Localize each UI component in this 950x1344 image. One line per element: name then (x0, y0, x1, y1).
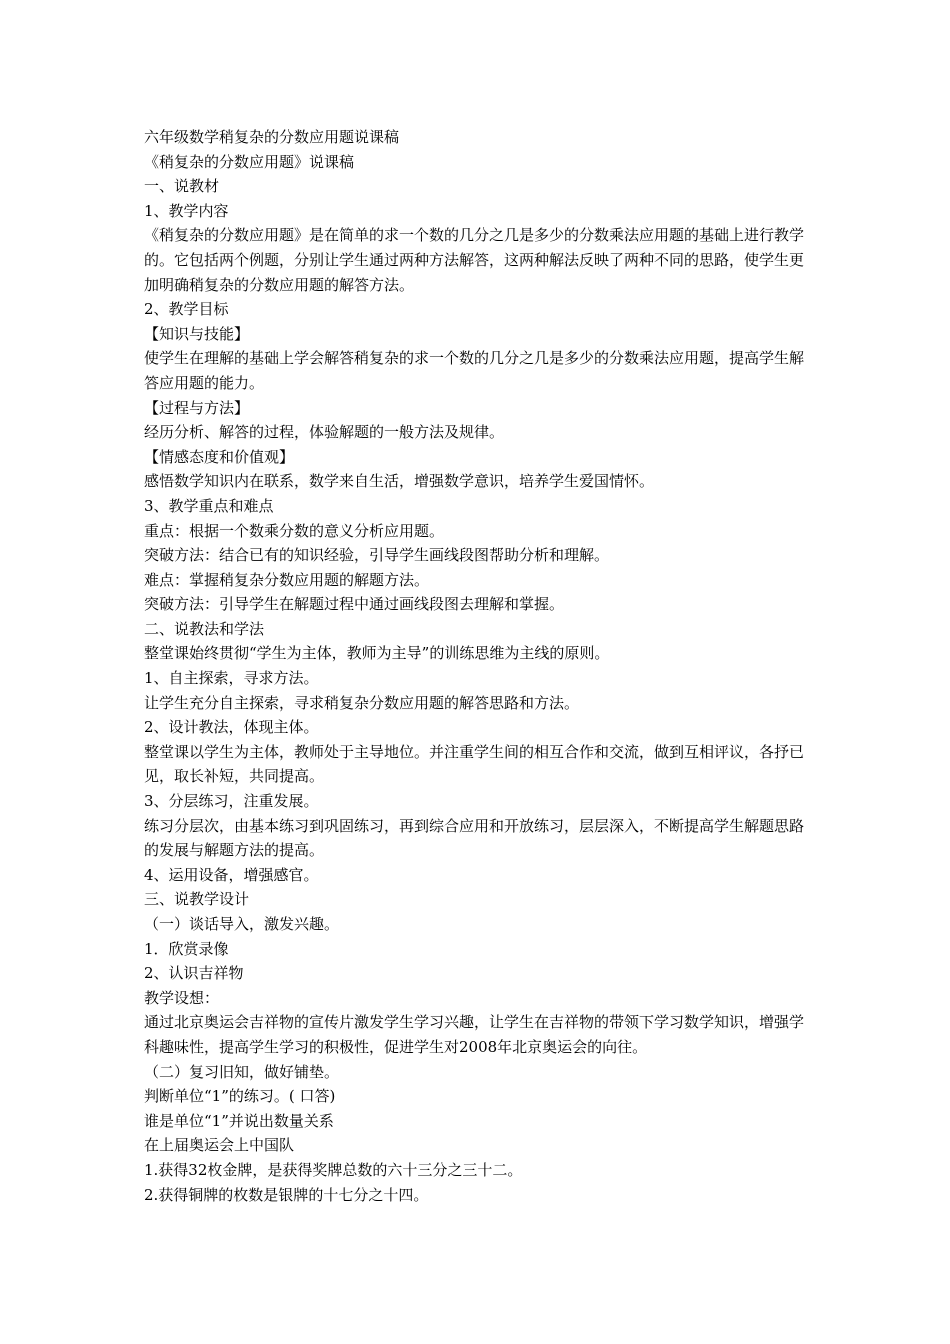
section-heading: 三、说教学设计 (144, 890, 250, 909)
list-item: 2、认识吉祥物 (144, 964, 244, 983)
paragraph: 突破方法：引导学生在解题过程中通过画线段图去理解和掌握。 (144, 595, 565, 614)
paragraph: 突破方法：结合已有的知识经验，引导学生画线段图帮助分析和理解。 (144, 546, 610, 565)
section-heading: 二、说教法和学法 (144, 619, 265, 638)
paragraph: 练习分层次，由基本练习到巩固练习，再到综合应用和开放练习，层层深入，不断提高学生解题思路的发展与解题方法的提高。 (144, 816, 805, 860)
paragraph: 重点：根据一个数乘分数的意义分析应用题。 (144, 521, 445, 540)
subsection-heading: 3、教学重点和难点 (144, 496, 274, 515)
paragraph: 《稍复杂的分数应用题》是在简单的求一个数的几分之几是多少的分数乘法应用题的基础上进行教学的。它包括两个例题，分别让学生通过两种方法解答，这两种解法反映了两种不同的思路，使学生更加明确稍复杂的分数应用题的解答方法。 (144, 226, 805, 294)
paragraph: 在上届奥运会上中国队 (144, 1136, 295, 1155)
paragraph: 判断单位“1”的练习。( 口答) (144, 1087, 336, 1106)
list-item: 1．欣赏录像 (144, 939, 229, 958)
paragraph: 使学生在理解的基础上学会解答稍复杂的求一个数的几分之几是多少的分数乘法应用题，提高学生解答应用题的能力。 (144, 349, 805, 392)
document-title: 六年级数学稍复杂的分数应用题说课稿 (144, 128, 400, 146)
paragraph: 整堂课以学生为主体，教师处于主导地位。并注重学生间的相互合作和交流，做到互相评议，各抒已见，取长补短，共同提高。 (144, 742, 805, 786)
section-heading: 一、说教材 (144, 177, 220, 196)
paragraph: 教学设想： (144, 988, 220, 1007)
subsection-heading: （二）复习旧知，做好铺垫。 (144, 1062, 340, 1081)
paragraph: 整堂课始终贯彻“学生为主体，教师为主导”的训练思维为主线的原则。 (144, 644, 610, 663)
document-subtitle: 《稍复杂的分数应用题》说课稿 (144, 152, 355, 171)
paragraph: 经历分析、解答的过程，体验解题的一般方法及规律。 (144, 423, 505, 442)
subsection-heading: 1、自主探索，寻求方法。 (144, 669, 319, 688)
subsection-heading: 1、教学内容 (144, 201, 229, 220)
bracket-heading: 【情感态度和价值观】 (144, 447, 295, 466)
paragraph: 通过北京奥运会吉祥物的宣传片激发学生学习兴趣，让学生在吉祥物的带领下学习数学知识，增强学科趣味性，提高学生学习的积极性，促进学生对2008年北京奥运会的向往。 (144, 1013, 805, 1056)
paragraph: 让学生充分自主探索，寻求稍复杂分数应用题的解答思路和方法。 (144, 693, 580, 712)
paragraph: 难点：掌握稍复杂分数应用题的解题方法。 (144, 570, 430, 589)
bracket-heading: 【知识与技能】 (144, 324, 250, 343)
subsection-heading: （一）谈话导入，激发兴趣。 (144, 915, 340, 933)
subsection-heading: 2、设计教法，体现主体。 (144, 718, 319, 737)
document-body (144, 125, 812, 1207)
bracket-heading: 【过程与方法】 (144, 398, 250, 417)
subsection-heading: 2、教学目标 (144, 300, 229, 319)
paragraph: 感悟数学知识内在联系，数学来自生活，增强数学意识，培养学生爱国情怀。 (144, 472, 655, 491)
paragraph: 谁是单位“1”并说出数量关系 (144, 1111, 334, 1130)
subsection-heading: 4、运用设备，增强感官。 (144, 865, 319, 884)
list-item: 1.获得32枚金牌，是获得奖牌总数的六十三分之三十二。 (144, 1160, 523, 1179)
subsection-heading: 3、分层练习，注重发展。 (144, 792, 319, 811)
list-item: 2.获得铜牌的枚数是银牌的十七分之十四。 (144, 1185, 429, 1204)
